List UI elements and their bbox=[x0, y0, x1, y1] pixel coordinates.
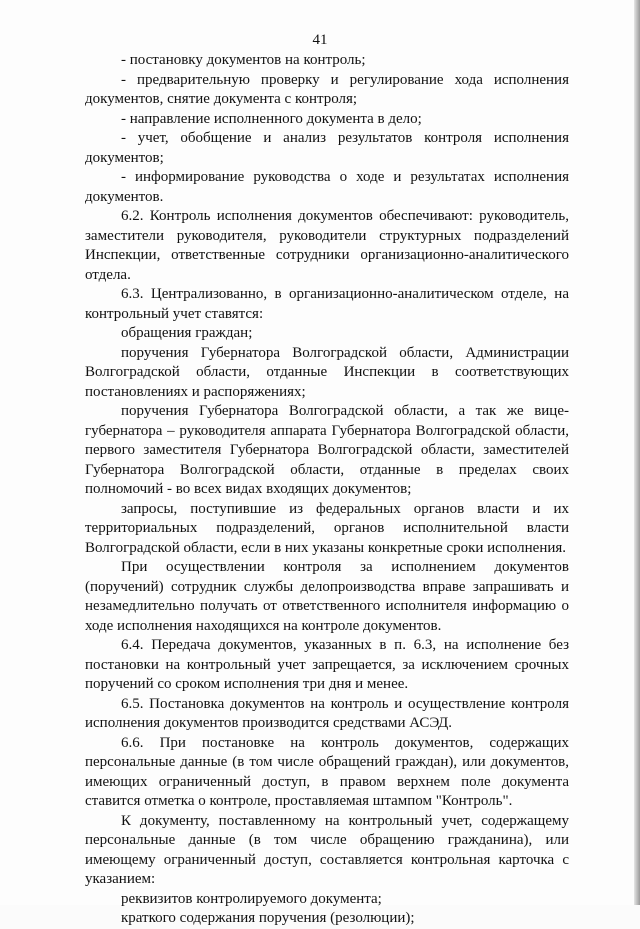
paragraph: 6.6. При постановке на контроль документов, содержащих персональные данные (в том числе обращений граждан), или документов, имеющих ограниченный доступ, в правом верхнем поле документа ставится отметка о контроле, проставляемая штампом "Контроль". bbox=[85, 734, 569, 809]
paragraph: К документу, поставленному на контрольный учет, содержащему персональные данные (в том числе обращению гражданина), или имеющему ограниченный доступ, составляется контрольная карточка с указанием: bbox=[85, 812, 569, 887]
paragraph: запросы, поступившие из федеральных органов власти и их территориальных подразделений, органов исполнительной власти Волгоградской области, если в них указаны конкретные сроки исполнения. bbox=[85, 500, 569, 556]
paragraph: краткого содержания поручения (резолюции); bbox=[121, 910, 415, 926]
paragraph: 6.5. Постановка документов на контроль и осуществление контроля исполнения документов производится средствами АСЭД. bbox=[85, 695, 569, 731]
paragraph: При осуществлении контроля за исполнением документов (поручений) сотрудник службы делопроизводства вправе запрашивать и незамедлительно получать от ответственного исполнителя информацию о ходе исполнения находящихся на контроле документов. bbox=[85, 559, 569, 634]
paragraph: 6.3. Централизованно, в организационно-аналитическом отделе, на контрольный учет ставятся: bbox=[85, 286, 569, 322]
page-edge-shadow bbox=[634, 0, 640, 905]
paragraph: поручения Губернатора Волгоградской области, а так же вице-губернатора – руководителя аппарата Губернатора Волгоградской области, первого заместителя Губернатора Волгоградской области, заместителей Губернатора Волгоградской области, отданные в пределах своих полномочий - во всех видах входящих документов; bbox=[85, 403, 569, 497]
paragraph: - предварительную проверку и регулирование хода исполнения документов, снятие документа с контроля; bbox=[85, 71, 569, 107]
paragraph: 6.4. Передача документов, указанных в п. 6.3, на исполнение без постановки на контрольный учет запрещается, за исключением срочных поручений со сроком исполнения три дня и менее. bbox=[85, 637, 569, 692]
paragraph: - информирование руководства о ходе и результатах исполнения документов. bbox=[85, 169, 569, 205]
paragraph: - постановку документов на контроль; bbox=[121, 52, 366, 68]
body-text bbox=[85, 51, 569, 929]
paragraph: - учет, обобщение и анализ результатов контроля исполнения документов; bbox=[85, 130, 569, 166]
paragraph: 6.2. Контроль исполнения документов обеспечивают: руководитель, заместители руководителя, руководители структурных подразделений Инспекции, ответственные сотрудники организационно-аналитического отдела. bbox=[85, 208, 569, 283]
paragraph: - направление исполненного документа в дело; bbox=[121, 110, 422, 127]
paragraph: реквизитов контролируемого документа; bbox=[121, 890, 382, 907]
page-number: 41 bbox=[312, 32, 328, 48]
paragraph: поручения Губернатора Волгоградской области, Администрации Волгоградской области, отданные Инспекции в соответствующих постановлениях и распоряжениях; bbox=[85, 344, 569, 400]
paragraph: обращения граждан; bbox=[121, 325, 253, 341]
